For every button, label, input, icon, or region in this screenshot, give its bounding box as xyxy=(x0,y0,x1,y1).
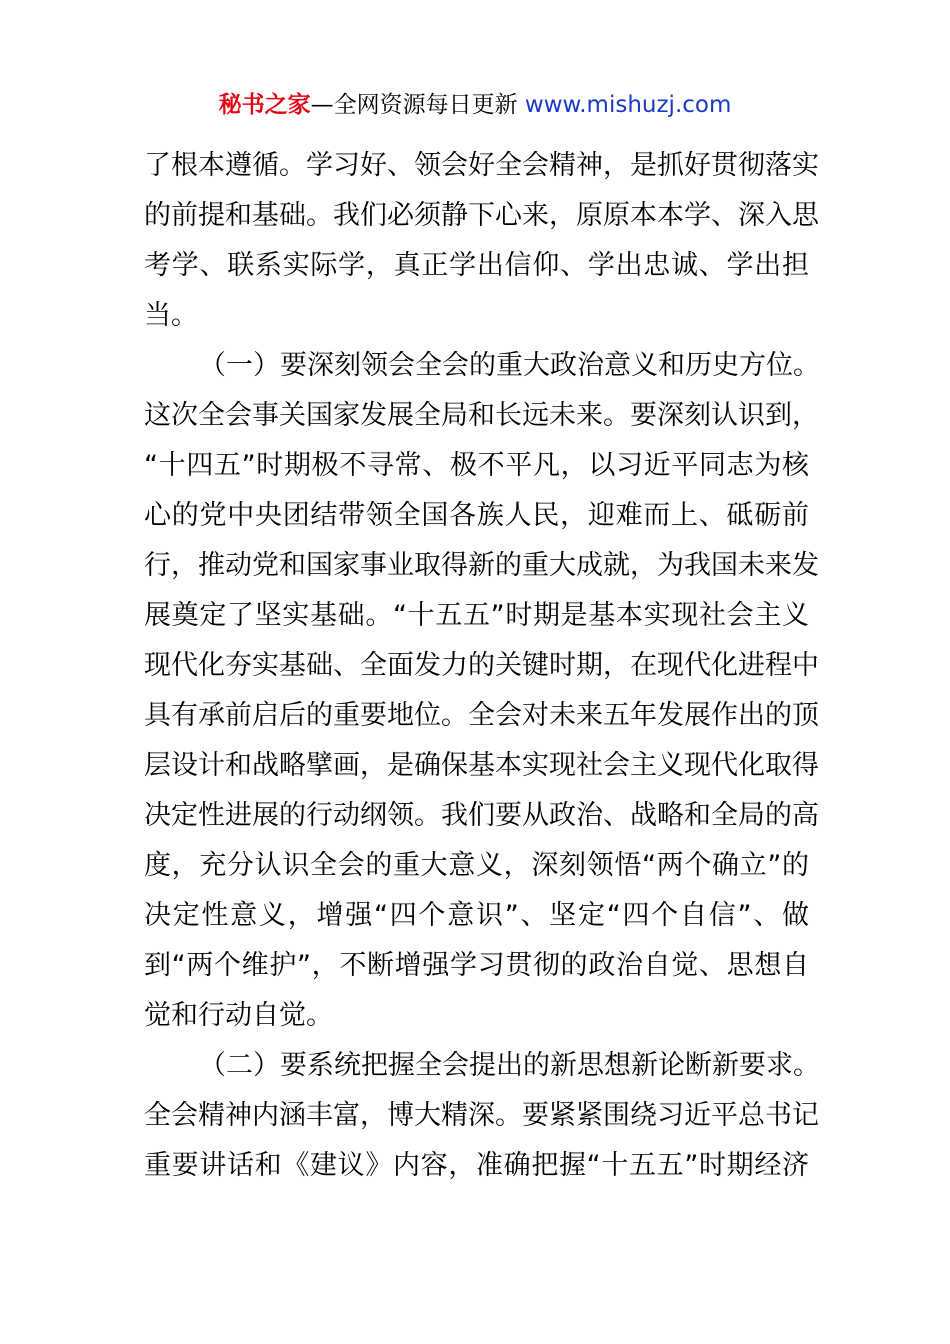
text-line: 层设计和战略擘画，是确保基本实现社会主义现代化取得 xyxy=(144,750,819,781)
text-line: 决定性进展的行动纲领。我们要从政治、战略和全局的高 xyxy=(144,800,819,831)
text-line: 决定性意义，增强“四个意识”、坚定“四个自信”、做 xyxy=(144,900,809,931)
text-line: 度，充分认识全会的重大意义，深刻领悟“两个确立”的 xyxy=(144,850,809,881)
text-line: 重要讲话和《建议》内容，准确把握“十五五”时期经济 xyxy=(144,1150,809,1181)
text-line: 展奠定了坚实基础。“十五五”时期是基本实现社会主义 xyxy=(144,600,809,631)
text-line: 现代化夯实基础、全面发力的关键时期，在现代化进程中 xyxy=(144,650,819,681)
text-line: 的前提和基础。我们必须静下心来，原原本本学、深入思 xyxy=(144,200,819,231)
text-line: 觉和行动自觉。 xyxy=(144,1000,333,1031)
text-line: 行，推动党和国家事业取得新的重大成就，为我国未来发 xyxy=(144,550,819,581)
text-line: 具有承前启后的重要地位。全会对未来五年发展作出的顶 xyxy=(144,700,819,731)
section-heading-2: （二）要系统把握全会提出的新思想新论断新要求。 xyxy=(199,1050,820,1081)
site-header xyxy=(0,88,950,122)
section-heading-1: （一）要深刻领会全会的重大政治意义和历史方位。 xyxy=(199,350,820,381)
text-line: 全会精神内涵丰富，博大精深。要紧紧围绕习近平总书记 xyxy=(144,1100,819,1131)
text-line: 到“两个维护”，不断增强学习贯彻的政治自觉、思想自 xyxy=(144,950,809,981)
text-line: 心的党中央团结带领全国各族人民，迎难而上、砥砺前 xyxy=(144,500,809,531)
text-line: “十四五”时期极不寻常、极不平凡，以习近平同志为核 xyxy=(144,450,809,481)
brand-name: 秘书之家 xyxy=(218,92,311,118)
text-line: 这次全会事关国家发展全局和长远未来。要深刻认识到， xyxy=(144,400,819,431)
text-line: 当。 xyxy=(144,300,198,331)
site-url-link[interactable]: www.mishuzj.com xyxy=(524,92,732,118)
text-line: 考学、联系实际学，真正学出信仰、学出忠诚、学出担 xyxy=(144,250,809,281)
document-body xyxy=(144,141,820,1191)
header-tagline: —全网资源每日更新 xyxy=(310,92,525,118)
text-line: 了根本遵循。学习好、领会好全会精神，是抓好贯彻落实 xyxy=(144,150,819,181)
